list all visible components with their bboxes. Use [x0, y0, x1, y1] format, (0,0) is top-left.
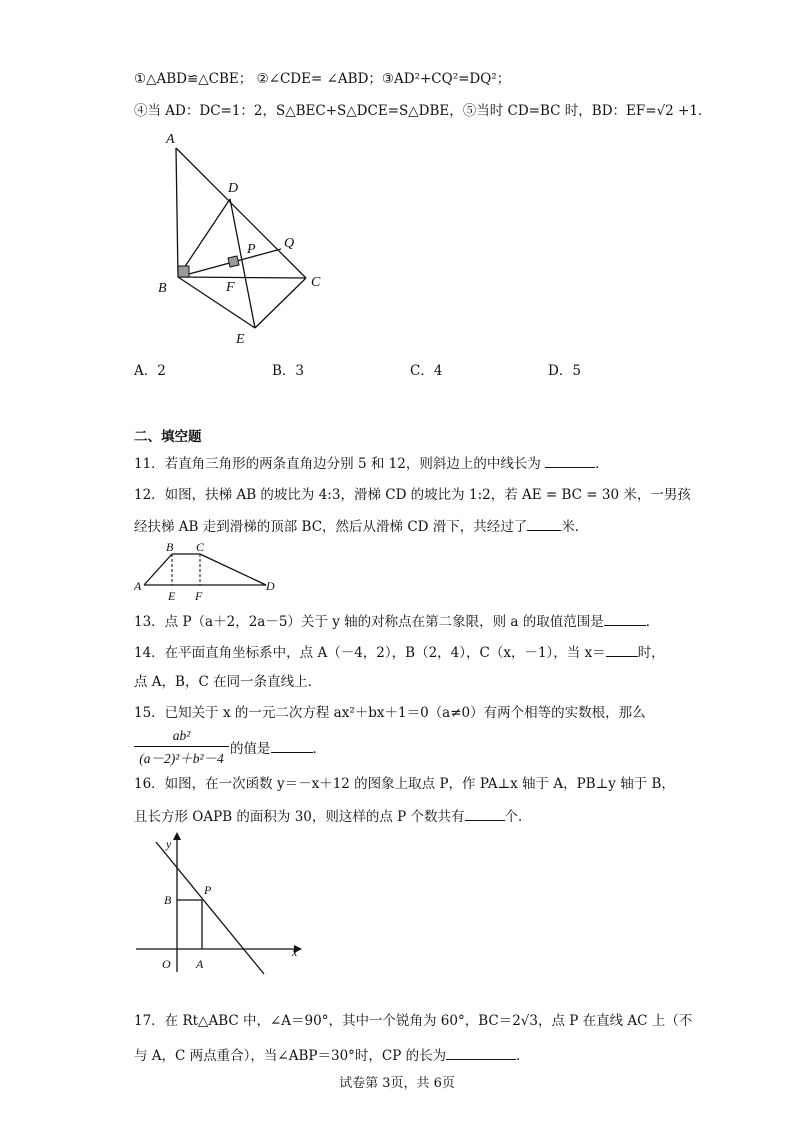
q17-answer-blank[interactable]: [446, 1045, 516, 1060]
q14-line1-end: 时，: [637, 645, 665, 661]
q12-line2: [134, 516, 588, 536]
right-angle-mark-B: [178, 266, 189, 277]
q12-line1: 12．如图，扶梯 AB 的坡比为 4:3，滑梯 CD 的坡比为 1:2，若 AE = BC = 30 米，一男孩: [134, 487, 691, 503]
q11-answer-blank[interactable]: [545, 453, 595, 468]
q14-line1-text: 14．在平面直角坐标系中，点 A（－4，2），B（2，4），C（x，－1），当 x＝: [134, 645, 606, 661]
q10-statements-line2-text: ④当 AD：DC=1：2，S△BEC+S△DCE=S△DBE，⑤当时 CD=BC 时，BD：EF=: [134, 103, 657, 119]
q15-denominator: (a－2)²＋b²－4: [139, 751, 224, 766]
q13-end: ．: [645, 614, 660, 630]
label-A: A: [196, 957, 204, 971]
label-B: B: [158, 281, 167, 296]
q10-statements-line2: [134, 102, 711, 120]
q10-geometry-figure: [150, 125, 340, 350]
q12-line2-end: 米．: [561, 519, 589, 535]
segment-BC: [178, 277, 306, 278]
segment-BE: [178, 277, 255, 328]
q12-answer-blank[interactable]: [527, 516, 561, 531]
label-E: E: [236, 332, 245, 347]
label-F: F: [195, 589, 203, 602]
label-C: C: [196, 540, 205, 554]
q16-line2: [134, 806, 532, 826]
q16-coordinate-figure: [134, 832, 304, 980]
q12-line2-text: 经扶梯 AB 走到滑梯的顶部 BC，然后从滑梯 CD 滑下，共经过了: [134, 519, 528, 535]
q10-statements-line1: ①△ABD≌△CBE； ②∠CDE= ∠ABD；③AD²+CQ²=DQ²；: [134, 71, 511, 87]
q13-answer-blank[interactable]: [604, 611, 646, 626]
q16-line1: 16．如图，在一次函数 y＝－x＋12 的图象上取点 P，作 PA⊥x 轴于 A，PB⊥y 轴于 B，: [134, 776, 675, 792]
label-P: P: [204, 883, 212, 897]
q10-option-b: B．3: [272, 363, 305, 379]
q15-tail-text: 的值是: [230, 741, 271, 757]
segment-AB: [144, 554, 172, 585]
q17-line1: 17．在 Rt△ABC 中，∠A＝90°，其中一个锐角为 60°，BC＝2√3，点 P 在直线 AC 上（不: [134, 1013, 693, 1029]
q10-sqrt-expression: √2 +1．: [656, 103, 712, 119]
q16-line2-end: 个．: [504, 809, 532, 825]
q13: [134, 611, 659, 631]
q11: [134, 453, 609, 473]
label-C: C: [311, 275, 321, 290]
label-D: D: [228, 181, 239, 196]
q10-option-c: C．4: [410, 363, 443, 379]
q15-line1: 15．已知关于 x 的一元二次方程 ax²＋bx＋1＝0（a≠0）有两个相等的实数根，那么: [134, 705, 646, 721]
segment-AB: [176, 148, 178, 277]
q17-line2: [134, 1045, 530, 1065]
q14-line2: 点 A，B，C 在同一条直线上．: [134, 674, 322, 690]
q11-text: 11．若直角三角形的两条直角边分别 5 和 12，则斜边上的中线长为: [134, 456, 541, 472]
label-A: A: [166, 132, 175, 147]
label-Q: Q: [284, 236, 295, 251]
page-footer: 试卷第 3页，共 6页: [339, 1076, 455, 1091]
function-line: [156, 842, 264, 974]
label-A: A: [134, 579, 142, 593]
label-E: E: [168, 589, 176, 602]
y-axis-arrow: [173, 832, 181, 840]
section-title: 二、填空题: [134, 429, 202, 445]
q13-text: 13．点 P（a＋2，2a－5）关于 y 轴的对称点在第二象限，则 a 的取值范围是: [134, 614, 604, 630]
segment-CE: [255, 278, 306, 328]
q10-option-d: D．5: [548, 363, 581, 379]
label-B: B: [164, 893, 172, 907]
label-B: B: [166, 540, 174, 554]
q15-tail: [230, 738, 326, 758]
label-F: F: [226, 280, 235, 295]
q14-answer-blank[interactable]: [606, 642, 638, 657]
q17-end: ．: [516, 1048, 530, 1064]
segment-CD: [200, 554, 266, 585]
q15-fraction: [134, 728, 229, 767]
label-P: P: [247, 242, 256, 257]
right-angle-mark-P: [228, 256, 239, 267]
q16-line2-text: 且长方形 OAPB 的面积为 30，则这样的点 P 个数共有: [134, 809, 465, 825]
q10-option-a: A．2: [134, 363, 166, 379]
q17-line2-text: 与 A，C 两点重合），当∠ABP＝30°时，CP 的长为: [134, 1048, 447, 1064]
label-D: D: [266, 579, 275, 593]
label-x: x: [292, 945, 298, 959]
q15-answer-blank[interactable]: [271, 738, 313, 753]
label-O: O: [162, 957, 171, 971]
q15-numerator: ab²: [172, 728, 191, 743]
q15-end: ．: [312, 741, 326, 757]
label-y: y: [166, 837, 172, 851]
q14-line1: [134, 642, 665, 662]
q16-answer-blank[interactable]: [465, 806, 505, 821]
q11-end: ．: [595, 456, 609, 472]
q12-trapezoid-figure: [134, 540, 279, 602]
